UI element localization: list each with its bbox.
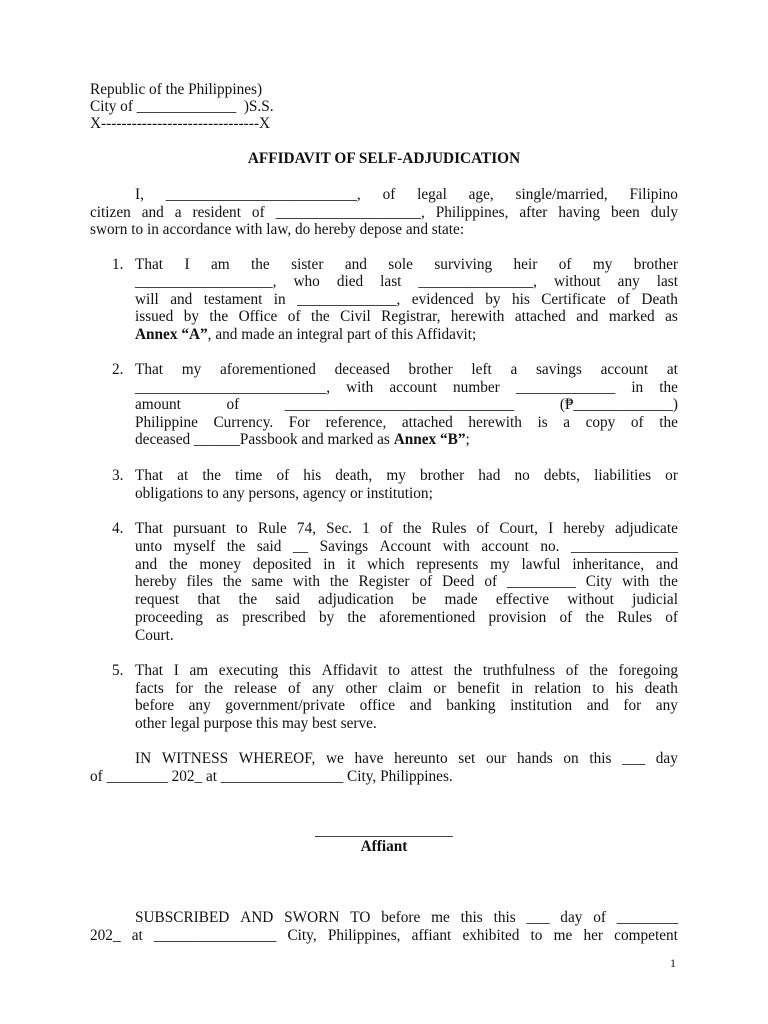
- item-1-line-3: will and testament in _____________, evidenced by his Certificate of Death: [135, 291, 678, 308]
- header-city: City of _____________ )S.S.: [90, 98, 274, 115]
- jurat-line-1: SUBSCRIBED AND SWORN TO before me this this ___ day of ________: [135, 909, 678, 926]
- item-2-line-5: [135, 431, 470, 449]
- item-number: 4.: [112, 520, 124, 537]
- annex-b-label: Annex “B”: [393, 431, 466, 448]
- item-1-line-2: __________________, who died last _______________, without any last: [135, 273, 678, 290]
- item-number: 5.: [112, 662, 124, 679]
- item-5-line-3: before any government/private office and banking institution and for any: [135, 697, 678, 714]
- item-2-line-2: _________________________, with account number _____________ in the: [135, 379, 678, 396]
- item-2-line-5-pre: deceased ______Passbook and marked as: [135, 431, 394, 448]
- witness-line-2: of ________ 202_ at ________________ City, Philippines.: [90, 768, 453, 785]
- witness-line-1: IN WITNESS WHEREOF, we have hereunto set our hands on this ___ day: [135, 750, 678, 767]
- item-1-line-1: That I am the sister and sole surviving heir of my brother: [135, 256, 678, 273]
- item-2-line-4: Philippine Currency. For reference, attached herewith is a copy of the: [135, 414, 678, 431]
- item-2-line-5-rest: ;: [465, 431, 470, 448]
- signature-line: __________________: [315, 822, 453, 839]
- item-4-line-1: That pursuant to Rule 74, Sec. 1 of the Rules of Court, I hereby adjudicate: [135, 520, 678, 537]
- intro-line-2: citizen and a resident of ___________________, Philippines, after having been duly: [90, 204, 678, 221]
- item-1-line-5: [135, 326, 476, 344]
- item-4-line-3: and the money deposited in it which represents my lawful inheritance, and: [135, 556, 678, 573]
- jurat-line-2: 202_ at ________________ City, Philippines, affiant exhibited to me her competent: [90, 927, 678, 944]
- affiant-label: Affiant: [360, 838, 408, 855]
- intro-line-1: I, _________________________, of legal age, single/married, Filipino: [135, 186, 678, 203]
- item-2-line-1: That my aforementioned deceased brother left a savings account at: [135, 361, 678, 378]
- item-4-line-5: request that the said adjudication be made effective without judicial: [135, 591, 678, 608]
- header-republic: Republic of the Philippines): [90, 81, 263, 98]
- item-number: 3.: [112, 467, 124, 484]
- annex-a-label: Annex “A”: [135, 326, 208, 343]
- item-5-line-4: other legal purpose this may best serve.: [135, 715, 377, 732]
- document-title: AFFIDAVIT OF SELF-ADJUDICATION: [247, 150, 521, 167]
- item-2-line-3: amount of ______________________________ (₱_____________): [135, 396, 678, 413]
- item-4-line-4: hereby files the same with the Register of Deed of _________ City with the: [135, 573, 678, 590]
- item-number: 1.: [112, 256, 124, 273]
- intro-line-3: sworn to in accordance with law, do hereby depose and state:: [90, 221, 465, 238]
- item-5-line-1: That I am executing this Affidavit to attest the truthfulness of the foregoing: [135, 662, 678, 679]
- item-1-line-4: issued by the Office of the Civil Registrar, herewith attached and marked as: [135, 308, 678, 325]
- header-separator: X-------------------------------X: [90, 115, 271, 132]
- item-number: 2.: [112, 361, 124, 378]
- page-number: 1: [670, 956, 676, 970]
- item-4-line-6: proceeding as prescribed by the aforementioned provision of the Rules of: [135, 609, 678, 626]
- item-4-line-2: unto myself the said __ Savings Account with account no. ______________: [135, 538, 678, 555]
- item-3-line-1: That at the time of his death, my brother had no debts, liabilities or: [135, 467, 678, 484]
- item-5-line-2: facts for the release of any other claim or benefit in relation to his death: [135, 680, 678, 697]
- item-3-line-2: obligations to any persons, agency or institution;: [135, 485, 433, 502]
- item-4-line-7: Court.: [135, 627, 174, 644]
- item-1-line-5-rest: , and made an integral part of this Affidavit;: [207, 326, 477, 343]
